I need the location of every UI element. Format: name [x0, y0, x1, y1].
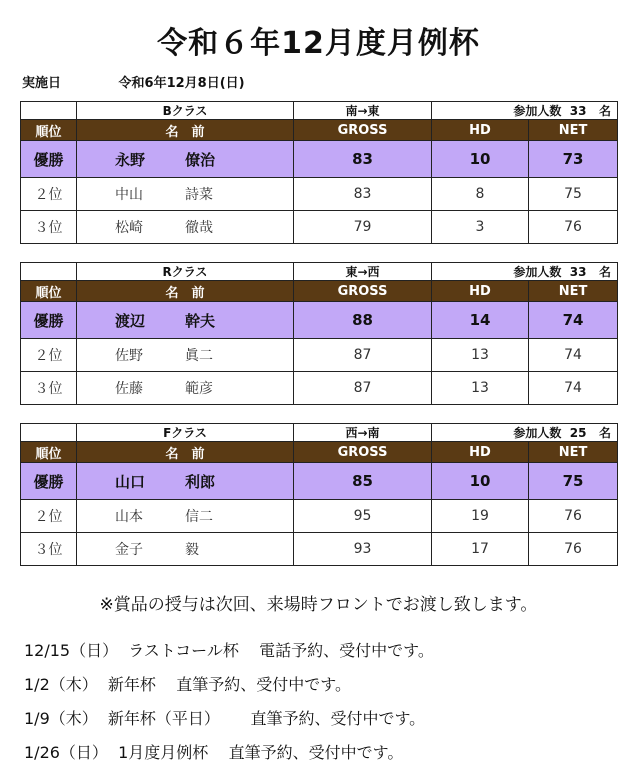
- date-value: 令和6年12月8日(日): [118, 76, 245, 91]
- rank-cell: ２位: [21, 500, 77, 533]
- given-name: 徹哉: [185, 220, 213, 236]
- date-label: 実施日: [22, 76, 62, 91]
- participants-cell: [432, 424, 618, 442]
- gross-header: GROSS: [294, 120, 432, 141]
- net-header: NET: [529, 442, 618, 463]
- player-name: [77, 533, 294, 566]
- gross-cell: 79: [294, 211, 432, 244]
- net-cell: 75: [529, 178, 618, 211]
- table-row: [21, 500, 618, 533]
- column-header-row: [21, 442, 618, 463]
- hd-cell: 17: [432, 533, 529, 566]
- net-header: NET: [529, 120, 618, 141]
- class-info-row: [21, 102, 618, 120]
- gross-header: GROSS: [294, 281, 432, 302]
- family-name: 松崎: [115, 220, 143, 236]
- class-name: Fクラス: [77, 424, 294, 442]
- participants-count: 25: [569, 426, 587, 440]
- rank-cell: ２位: [21, 339, 77, 372]
- rank-cell: 優勝: [21, 141, 77, 178]
- class-info-row: [21, 424, 618, 442]
- rank-header: 順位: [21, 120, 77, 141]
- participants-label: 参加人数: [513, 104, 562, 118]
- gross-header: GROSS: [294, 442, 432, 463]
- gross-cell: 83: [294, 141, 432, 178]
- rank-cell: ３位: [21, 211, 77, 244]
- hd-cell: 13: [432, 339, 529, 372]
- table-row: [21, 178, 618, 211]
- rank-header: 順位: [21, 281, 77, 302]
- course-route: 西→南: [294, 424, 432, 442]
- prize-note: ※賞品の授与は次回、来場時フロントでお渡し致します。: [99, 595, 538, 615]
- gross-cell: 87: [294, 372, 432, 405]
- participants-cell: [432, 102, 618, 120]
- hd-cell: 13: [432, 372, 529, 405]
- table-row: [21, 211, 618, 244]
- participants-cell: [432, 263, 618, 281]
- gross-cell: 95: [294, 500, 432, 533]
- net-cell: 74: [529, 339, 618, 372]
- participants-label: 参加人数: [513, 426, 562, 440]
- results-table-1: [20, 262, 618, 405]
- family-name: 佐藤: [115, 381, 143, 397]
- upcoming-events: [24, 634, 434, 770]
- course-route: 南→東: [294, 102, 432, 120]
- given-name: 僚治: [185, 150, 216, 169]
- event-item: 1/2（木） 新年杯 直筆予約、受付中です。: [24, 675, 351, 694]
- player-name: [77, 302, 294, 339]
- table-row: [21, 302, 618, 339]
- rank-cell: 優勝: [21, 302, 77, 339]
- event-date: [22, 72, 245, 91]
- net-cell: 74: [529, 302, 618, 339]
- gross-cell: 93: [294, 533, 432, 566]
- table-row: [21, 463, 618, 500]
- given-name: 利郎: [185, 472, 216, 491]
- page-title: 令和６年12月度月例杯: [157, 26, 480, 61]
- gross-cell: 85: [294, 463, 432, 500]
- hd-cell: 10: [432, 463, 529, 500]
- given-name: 信二: [185, 509, 213, 525]
- name-header: 名 前: [77, 442, 294, 463]
- family-name: 山本: [115, 509, 143, 525]
- player-name: [77, 463, 294, 500]
- event-item: 1/26（日） 1月度月例杯 直筆予約、受付中です。: [24, 743, 404, 762]
- participants-unit: 名: [599, 265, 612, 279]
- hd-cell: 10: [432, 141, 529, 178]
- participants-count: 33: [569, 104, 587, 118]
- given-name: 詩菜: [185, 187, 213, 203]
- rank-cell: ３位: [21, 372, 77, 405]
- family-name: 永野: [115, 150, 146, 169]
- gross-cell: 87: [294, 339, 432, 372]
- name-header: 名 前: [77, 120, 294, 141]
- family-name: 渡辺: [115, 311, 146, 330]
- player-name: [77, 372, 294, 405]
- participants-label: 参加人数: [513, 265, 562, 279]
- table-row: [21, 372, 618, 405]
- table-row: [21, 141, 618, 178]
- table-row: [21, 533, 618, 566]
- net-cell: 76: [529, 500, 618, 533]
- rank-cell: ２位: [21, 178, 77, 211]
- course-route: 東→西: [294, 263, 432, 281]
- event-item: 1/9（木） 新年杯（平日） 直筆予約、受付中です。: [24, 709, 426, 728]
- class-name: Bクラス: [77, 102, 294, 120]
- event-item: 12/15（日） ラストコール杯 電話予約、受付中です。: [24, 641, 434, 660]
- given-name: 眞二: [185, 348, 213, 364]
- net-cell: 76: [529, 211, 618, 244]
- rank-header: 順位: [21, 442, 77, 463]
- player-name: [77, 178, 294, 211]
- family-name: 佐野: [115, 348, 143, 364]
- player-name: [77, 339, 294, 372]
- table-row: [21, 339, 618, 372]
- gross-cell: 83: [294, 178, 432, 211]
- player-name: [77, 500, 294, 533]
- hd-cell: 19: [432, 500, 529, 533]
- family-name: 中山: [115, 187, 143, 203]
- column-header-row: [21, 120, 618, 141]
- participants-unit: 名: [599, 426, 612, 440]
- column-header-row: [21, 281, 618, 302]
- class-name: Rクラス: [77, 263, 294, 281]
- results-table-0: [20, 101, 618, 244]
- net-cell: 74: [529, 372, 618, 405]
- net-cell: 75: [529, 463, 618, 500]
- name-header: 名 前: [77, 281, 294, 302]
- player-name: [77, 211, 294, 244]
- hd-cell: 8: [432, 178, 529, 211]
- participants-unit: 名: [599, 104, 612, 118]
- gross-cell: 88: [294, 302, 432, 339]
- net-header: NET: [529, 281, 618, 302]
- player-name: [77, 141, 294, 178]
- given-name: 毅: [185, 542, 199, 558]
- hd-cell: 3: [432, 211, 529, 244]
- results-table-2: [20, 423, 618, 566]
- hd-cell: 14: [432, 302, 529, 339]
- net-cell: 76: [529, 533, 618, 566]
- family-name: 金子: [115, 542, 143, 558]
- participants-count: 33: [569, 265, 587, 279]
- rank-cell: ３位: [21, 533, 77, 566]
- family-name: 山口: [115, 472, 146, 491]
- class-info-row: [21, 263, 618, 281]
- hd-header: HD: [432, 281, 529, 302]
- given-name: 範彦: [185, 381, 213, 397]
- hd-header: HD: [432, 120, 529, 141]
- rank-cell: 優勝: [21, 463, 77, 500]
- hd-header: HD: [432, 442, 529, 463]
- net-cell: 73: [529, 141, 618, 178]
- given-name: 幹夫: [185, 311, 216, 330]
